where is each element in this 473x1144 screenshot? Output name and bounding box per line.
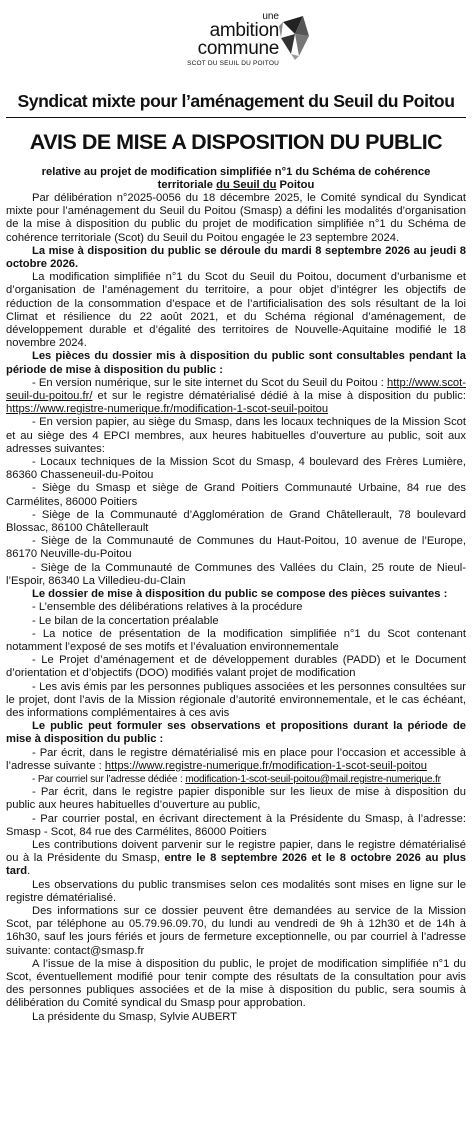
observation-email [6,773,466,786]
address-mission-scot: - Locaux techniques de la Mission Scot du Smasp, 4 boulevard des Frères Lumière, 86360 Chasseneuil-du-Poitou [6,456,466,482]
subtitle-line-1: relative au projet de modification simplifiée n°1 du Schéma de cohérence [41,166,431,178]
logo-block [161,10,311,78]
scot-website-link[interactable]: http://www.scot-seuil-du-poitou.fr/ [6,376,466,403]
logo-line-scot: SCOT DU SEUIL DU POITOU [187,60,279,67]
notice-subtitle [6,166,466,192]
obs-email-text: - Par courriel sur l’adresse dédiée : [32,773,186,785]
address-chatellerault: - Siège de la Communauté d’Agglomération de Grand Châtellerault, 78 boulevard Blossac, 86100 Châtellerault [6,508,466,535]
digital-text-a: - En version numérique, sur le site internet du Scot du Seuil du Poitou : [32,376,388,389]
subtitle-part-underlined: du Seuil du [216,179,277,191]
paragraph-contributions [6,839,466,879]
logo-line-commune: commune [197,38,279,59]
registry-link[interactable]: https://www.registre-numerique.fr/modification-1-scot-seuil-poitou [6,403,329,416]
contrib-text-c: . [27,865,31,878]
contrib-text-a: Les contributions doivent parvenir sur le registre papier, dans le registre dématérialisé ou à la Présidente du Smasp, [6,838,466,865]
observation-digital-registry [6,747,466,773]
logo-text [161,12,279,68]
paragraph-object: La modification simplifiée n°1 du Scot du Seuil du Poitou, document d’urbanisme et d’organisation de l’aménagement du territoire, a pour objet d’intégrer les objectifs de réduction de la consommation d’espace et de l’artificialisation des sols résultant de la loi Climat et résilience du 22 août 2021, et du Schéma régional d’aménagement, de développement durable et d’égalité des territoires de Nouvelle-Aquitaine modifié le 18 novembre 2024. [6,271,466,350]
notice-title: AVIS DE MISE A DISPOSITION DU PUBLIC [29,130,443,154]
obs-digital-text: - Par écrit, dans le registre dématérialisé mis en place pour l’occasion et accessible à l’adresse suivante : [6,746,466,772]
dossier-item-notice: - La notice de présentation de la modification simplifiée n°1 du Scot contenant notamment l’exposé de ses motifs et l’évaluation environnementale [6,627,466,653]
signature: La présidente du Smasp, Sylvie AUBERT [32,1010,238,1023]
subtitle-part-b: Poitou [276,179,315,191]
digital-text-b: et sur le registre dématérialisé dédié à la mise à disposition du public: [92,390,466,403]
address-smasp: - Siège du Smasp et siège de Grand Poitiers Communauté Urbaine, 84 rue des Carmélites, 86000 Poitiers [6,482,466,508]
observation-email-link[interactable]: modification-1-scot-seuil-poitou@mail.registre-numerique.fr [185,773,441,785]
dossier-item-deliberations: - L’ensemble des délibérations relatives à la procédure [32,601,303,614]
paragraph-dates: La mise à disposition du public se déroule du mardi 8 septembre 2026 au jeudi 8 octobre 2026. [6,244,466,271]
heading-observations: Le public peut formuler ses observations et propositions durant la période de mise à disposition du public : [6,720,466,746]
subtitle-line-2 [6,179,466,192]
paragraph-digital-version [6,377,466,417]
paragraph-information: Des informations sur ce dossier peuvent être demandées au service de la Mission Scot, par téléphone au 05.79.96.09.70, du lundi au vendredi de 9h à 12h30 et de 14h à 16h30, sauf les jours fériés et jours de fermeture exceptionnelle, ou par courriel à l’adresse suivante: contact@smasp.fr [6,904,466,957]
paragraph-paper-version: - En version papier, au siège du Smasp, dans les locaux techniques de la Mission Scot et au siège des 4 EPCI membres, aux heures habituelles d’ouverture au public, soit aux adresses suivantes: [6,416,466,455]
organization-title: Syndicat mixte pour l’aménagement du Seuil du Poitou [6,90,466,118]
heading-dossier: Le dossier de mise à disposition du public se compose des pièces suivantes : [32,588,448,601]
observation-registry-link[interactable]: https://www.registre-numerique.fr/modification-1-scot-seuil-poitou [104,759,427,772]
address-vallees-clain: - Siège de la Communauté de Communes des Vallées du Clain, 25 route de Nieul-l’Espoir, 86340 La Villedieu-du-Clain [6,561,466,587]
dossier-item-padd-doo: - Le Projet d’aménagement et de développement durables (PADD) et le Document d’orientation et d’objectifs (DOO) modifiés valant projet de modification [6,654,466,680]
dossier-item-avis: - Les avis émis par les personnes publiques associées et les personnes consultées sur le projet, dont l’avis de la Mission régionale d’autorité environnementale, et le cas échéant, des informations complémentaires à ces avis [6,680,466,719]
heading-consultation: Les pièces du dossier mis à disposition du public sont consultables pendant la période de mise à disposition du public : [6,350,466,376]
observation-postal: - Par courrier postal, en écrivant directement à la Présidente du Smasp, à l’adresse: Smasp - Scot, 84 rue des Carmélites, 86000 Poitiers [6,812,466,838]
subtitle-part-a: territoriale [157,179,217,191]
paragraph-final: A l’issue de la mise à disposition du public, le projet de modification simplifiée n°1 du Scot, éventuellement modifié pour tenir compte des résultats de la consultation pour avis des personnes publiques associées et de la mise à disposition du public, sera soumis à délibération du Comité syndical du Smasp pour approbation. [6,957,466,1010]
logo-line-ambition: ambition [209,20,279,41]
contrib-deadline: entre le 8 septembre 2026 et le 8 octobre 2026 au plus tard [6,852,466,878]
observation-paper-registry: - Par écrit, dans le registre papier disponible sur les lieux de mise à disposition du public aux heures habituelles d’ouverture au public, [6,786,466,812]
paragraph-online-observations: Les observations du public transmises selon ces modalités sont mises en ligne sur le registre dématérialisé. [6,878,466,904]
logo [6,10,466,78]
address-haut-poitou: - Siège de la Communauté de Communes du Haut-Poitou, 10 avenue de l’Europe, 86170 Neuville-du-Poitou [6,535,466,561]
logo-line-une: une [262,11,279,22]
logo-mark-icon [277,14,311,60]
paragraph-deliberation: Par délibération n°2025-0056 du 18 décembre 2025, le Comité syndical du Syndicat mixte pour l’aménagement du Seuil du Poitou (Smasp) a défini les modalités d’organisation de la mise à disposition du public du projet de modification simplifiée n°1 du Schéma de cohérence territoriale (Scot) du Seuil du Poitou engagée le 23 septembre 2024. [6,192,466,244]
dossier-item-bilan: - Le bilan de la concertation préalable [32,614,219,627]
